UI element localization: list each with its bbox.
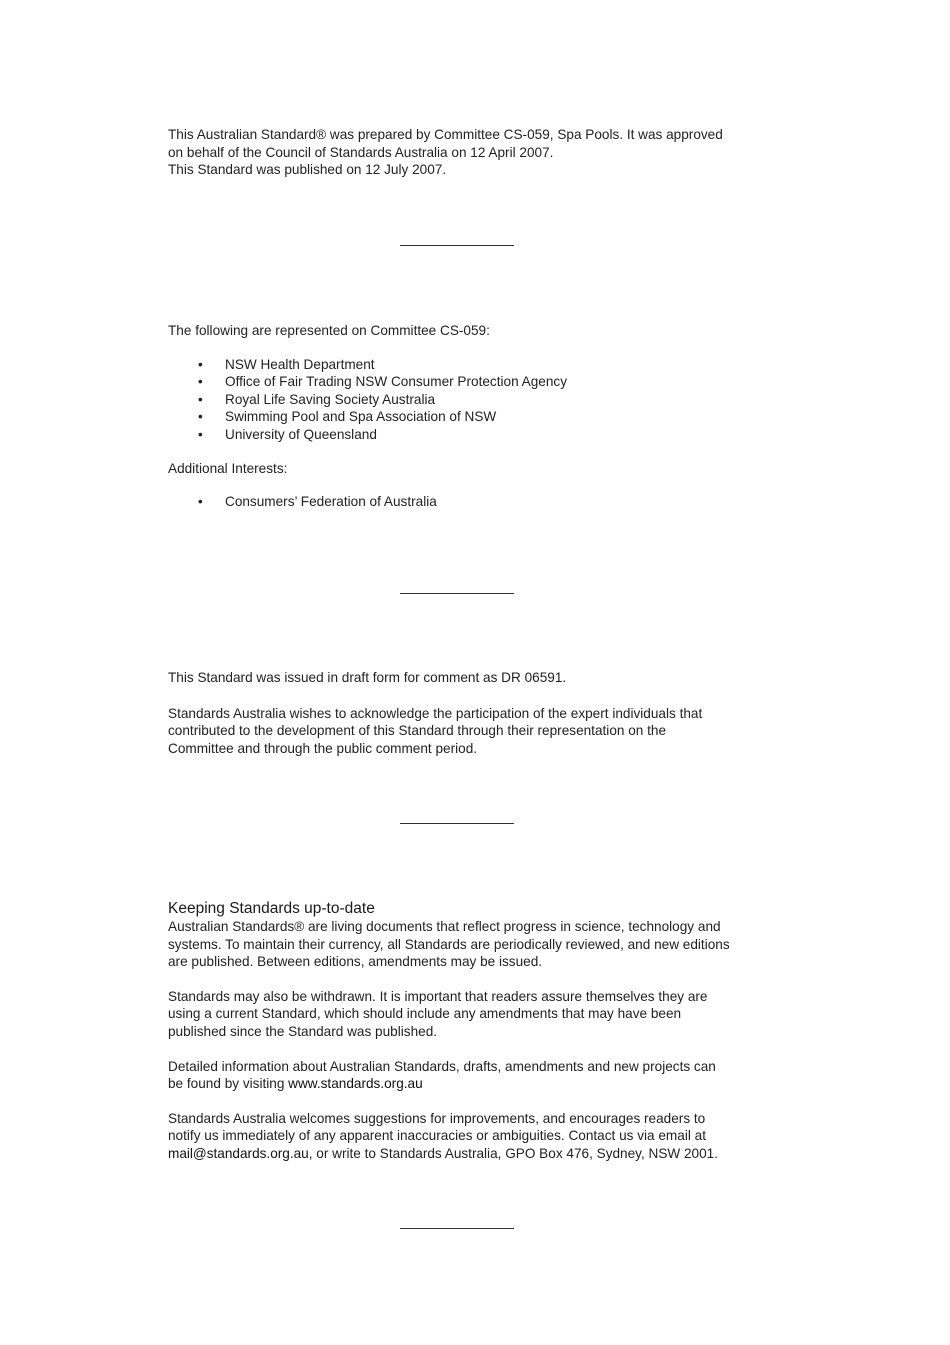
- section-divider: [400, 823, 514, 824]
- section-heading: Keeping Standards up-to-date: [168, 900, 375, 917]
- section-divider: [400, 245, 514, 246]
- approval-statement: [168, 126, 768, 179]
- bullet-icon: •: [198, 426, 203, 442]
- keeping-standards-section: [168, 900, 768, 1163]
- draft-issued-line: This Standard was issued in draft form for comment as DR 06591.: [168, 670, 567, 685]
- committee-section: [168, 322, 768, 511]
- approval-line: This Australian Standard® was prepared by Committee CS-059, Spa Pools. It was approved: [168, 127, 723, 142]
- list-item: • Swimming Pool and Spa Association of NSW: [198, 409, 497, 425]
- bullet-icon: •: [198, 391, 203, 407]
- website-link[interactable]: www.standards.org.au: [288, 1076, 423, 1092]
- list-item: • NSW Health Department: [198, 356, 375, 372]
- list-item: • University of Queensland: [198, 426, 377, 442]
- bullet-icon: •: [198, 409, 203, 425]
- list-item: • Royal Life Saving Society Australia: [198, 391, 436, 407]
- bullet-icon: •: [198, 356, 203, 372]
- keeping-paragraph-4: Standards Australia welcomes suggestions for improvements, and encourages readers to notify us immediately of any apparent inaccuracies or ambiguities. Contact us via email at mail@standards.org.au, or write to Standards Australia, GPO Box 476, Sydney, NSW 2001.: [168, 1110, 719, 1161]
- acknowledgement-paragraph: Standards Australia wishes to acknowledge the participation of the expert individuals that contributed to the development of this Standard through their representation on the Committee and through the public comment period.: [168, 705, 703, 756]
- publication-line: This Standard was published on 12 July 2007.: [168, 162, 447, 178]
- additional-interests-list: [168, 493, 768, 511]
- list-item: • Consumers’ Federation of Australia: [198, 494, 437, 510]
- section-divider: [400, 593, 514, 594]
- keeping-paragraph-3: Detailed information about Australian Standards, drafts, amendments and new projects can be found by visiting www.standards.org.au: [168, 1058, 716, 1092]
- list-item: • Office of Fair Trading NSW Consumer Protection Agency: [198, 374, 568, 390]
- draft-section: [168, 669, 768, 757]
- section-divider: [400, 1228, 514, 1229]
- bullet-icon: •: [198, 494, 203, 510]
- additional-interests-label: Additional Interests:: [168, 460, 288, 476]
- committee-intro: The following are represented on Committee CS-059:: [168, 323, 490, 338]
- bullet-icon: •: [198, 374, 203, 390]
- email-link[interactable]: mail@standards.org.au: [168, 1145, 309, 1161]
- committee-member-list: [168, 356, 768, 444]
- keeping-paragraph-2: Standards may also be withdrawn. It is important that readers assure themselves they are using a current Standard, which should include any amendments that may have been published since the Standard was published.: [168, 988, 708, 1039]
- keeping-paragraph-1: Australian Standards® are living documents that reflect progress in science, technology and systems. To maintain their currency, all Standards are periodically reviewed, and new editions are published. Between editions, amendments may be issued.: [168, 919, 730, 970]
- approval-line: on behalf of the Council of Standards Australia on 12 April 2007.: [168, 144, 554, 160]
